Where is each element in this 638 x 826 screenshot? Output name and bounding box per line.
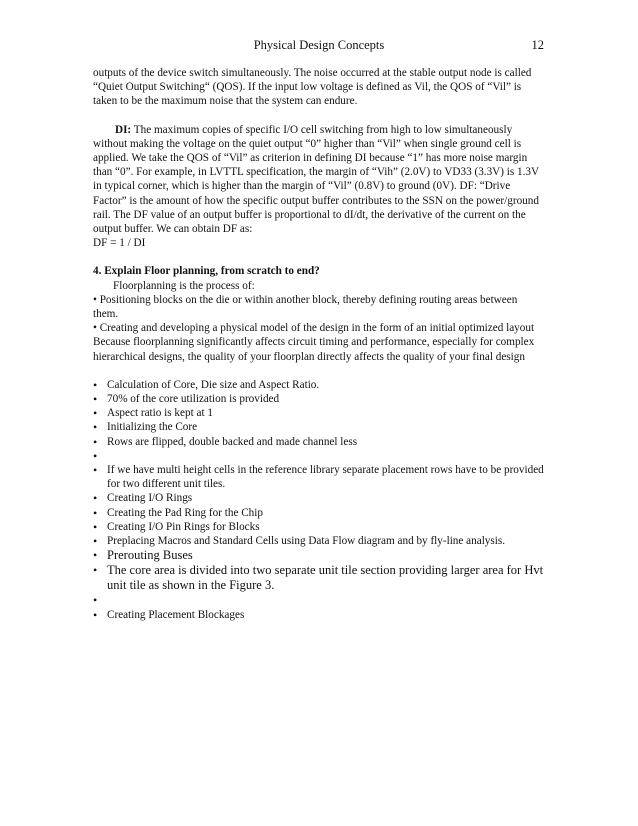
list-item: • 70% of the core utilization is provided (93, 392, 545, 406)
section-4-paragraph: Because floorplanning significantly affects circuit timing and performance, especially for complex hierarchical designs, the quality of your floorplan directly affects the quality of your final design (93, 336, 535, 363)
page-content (93, 66, 545, 622)
list-item: • Prerouting Buses (93, 548, 545, 563)
page-header (0, 38, 638, 56)
di-text: The maximum copies of specific I/O cell switching from high to low simultaneously without making the voltage on the quiet output “0” higher than “Vil” when single ground cell is applied. We take the QOS of “Vil” as criterion in defining DI because “1” has more noise margin than “0”. For example, in LVTTL specification, the margin of “Vih” (2.0V) to VD33 (3.3V) is 1.3V in typical corner, which is higher than the margin of “Vil” (0.8V) to ground (0V). DF: “Drive Factor” is the amount of how the specific output buffer contributes to the SSN on the power/ground rail. The DF value of an output buffer is proportional to dI/dt, the derivative of the current on the output buffer. We can obtain DF as: (93, 123, 539, 236)
list-item: • If we have multi height cells in the reference library separate placement rows have to be provided for two different unit tiles. (93, 463, 545, 491)
intro-paragraph: outputs of the device switch simultaneously. The noise occurred at the stable output node is called “Quiet Output Switching“ (QOS). If the input low voltage is defined as Vil, the QOS of “Vil” is taken to be the maximum noise that the system can endure. (93, 67, 532, 108)
header-title: Physical Design Concepts (253, 38, 385, 52)
list-item: • Creating I/O Pin Rings for Blocks (93, 520, 545, 534)
di-paragraph (93, 123, 545, 237)
section-4-lead: Floorplanning is the process of: (113, 279, 255, 292)
list-item: • Creating Placement Blockages (93, 608, 545, 622)
list-item-empty (93, 449, 545, 463)
list-item: • Aspect ratio is kept at 1 (93, 406, 545, 420)
df-formula: DF = 1 / DI (93, 237, 146, 250)
list-item: • Calculation of Core, Die size and Aspect Ratio. (93, 378, 545, 392)
page-number: 12 (531, 38, 544, 52)
di-term: DI: (115, 123, 132, 136)
section-4-bullet-1: • Positioning blocks on the die or within another block, thereby defining routing areas between them. (93, 293, 518, 321)
list-item: • Initializing the Core (93, 420, 545, 434)
list-item: • Creating I/O Rings (93, 491, 545, 505)
list-item: • Rows are flipped, double backed and made channel less (93, 435, 545, 449)
section-4-heading: 4. Explain Floor planning, from scratch to end? (93, 265, 320, 278)
floorplan-steps-list (93, 378, 545, 622)
list-item: • The core area is divided into two separate unit tile section providing larger area for Hvt unit tile as shown in the Figure 3. (93, 563, 545, 593)
list-item-empty (93, 593, 545, 607)
section-4-bullet-2: • Creating and developing a physical model of the design in the form of an initial optimized layout (93, 322, 535, 335)
list-item: • Preplacing Macros and Standard Cells using Data Flow diagram and by fly-line analysis. (93, 534, 545, 548)
list-item: • Creating the Pad Ring for the Chip (93, 506, 545, 520)
